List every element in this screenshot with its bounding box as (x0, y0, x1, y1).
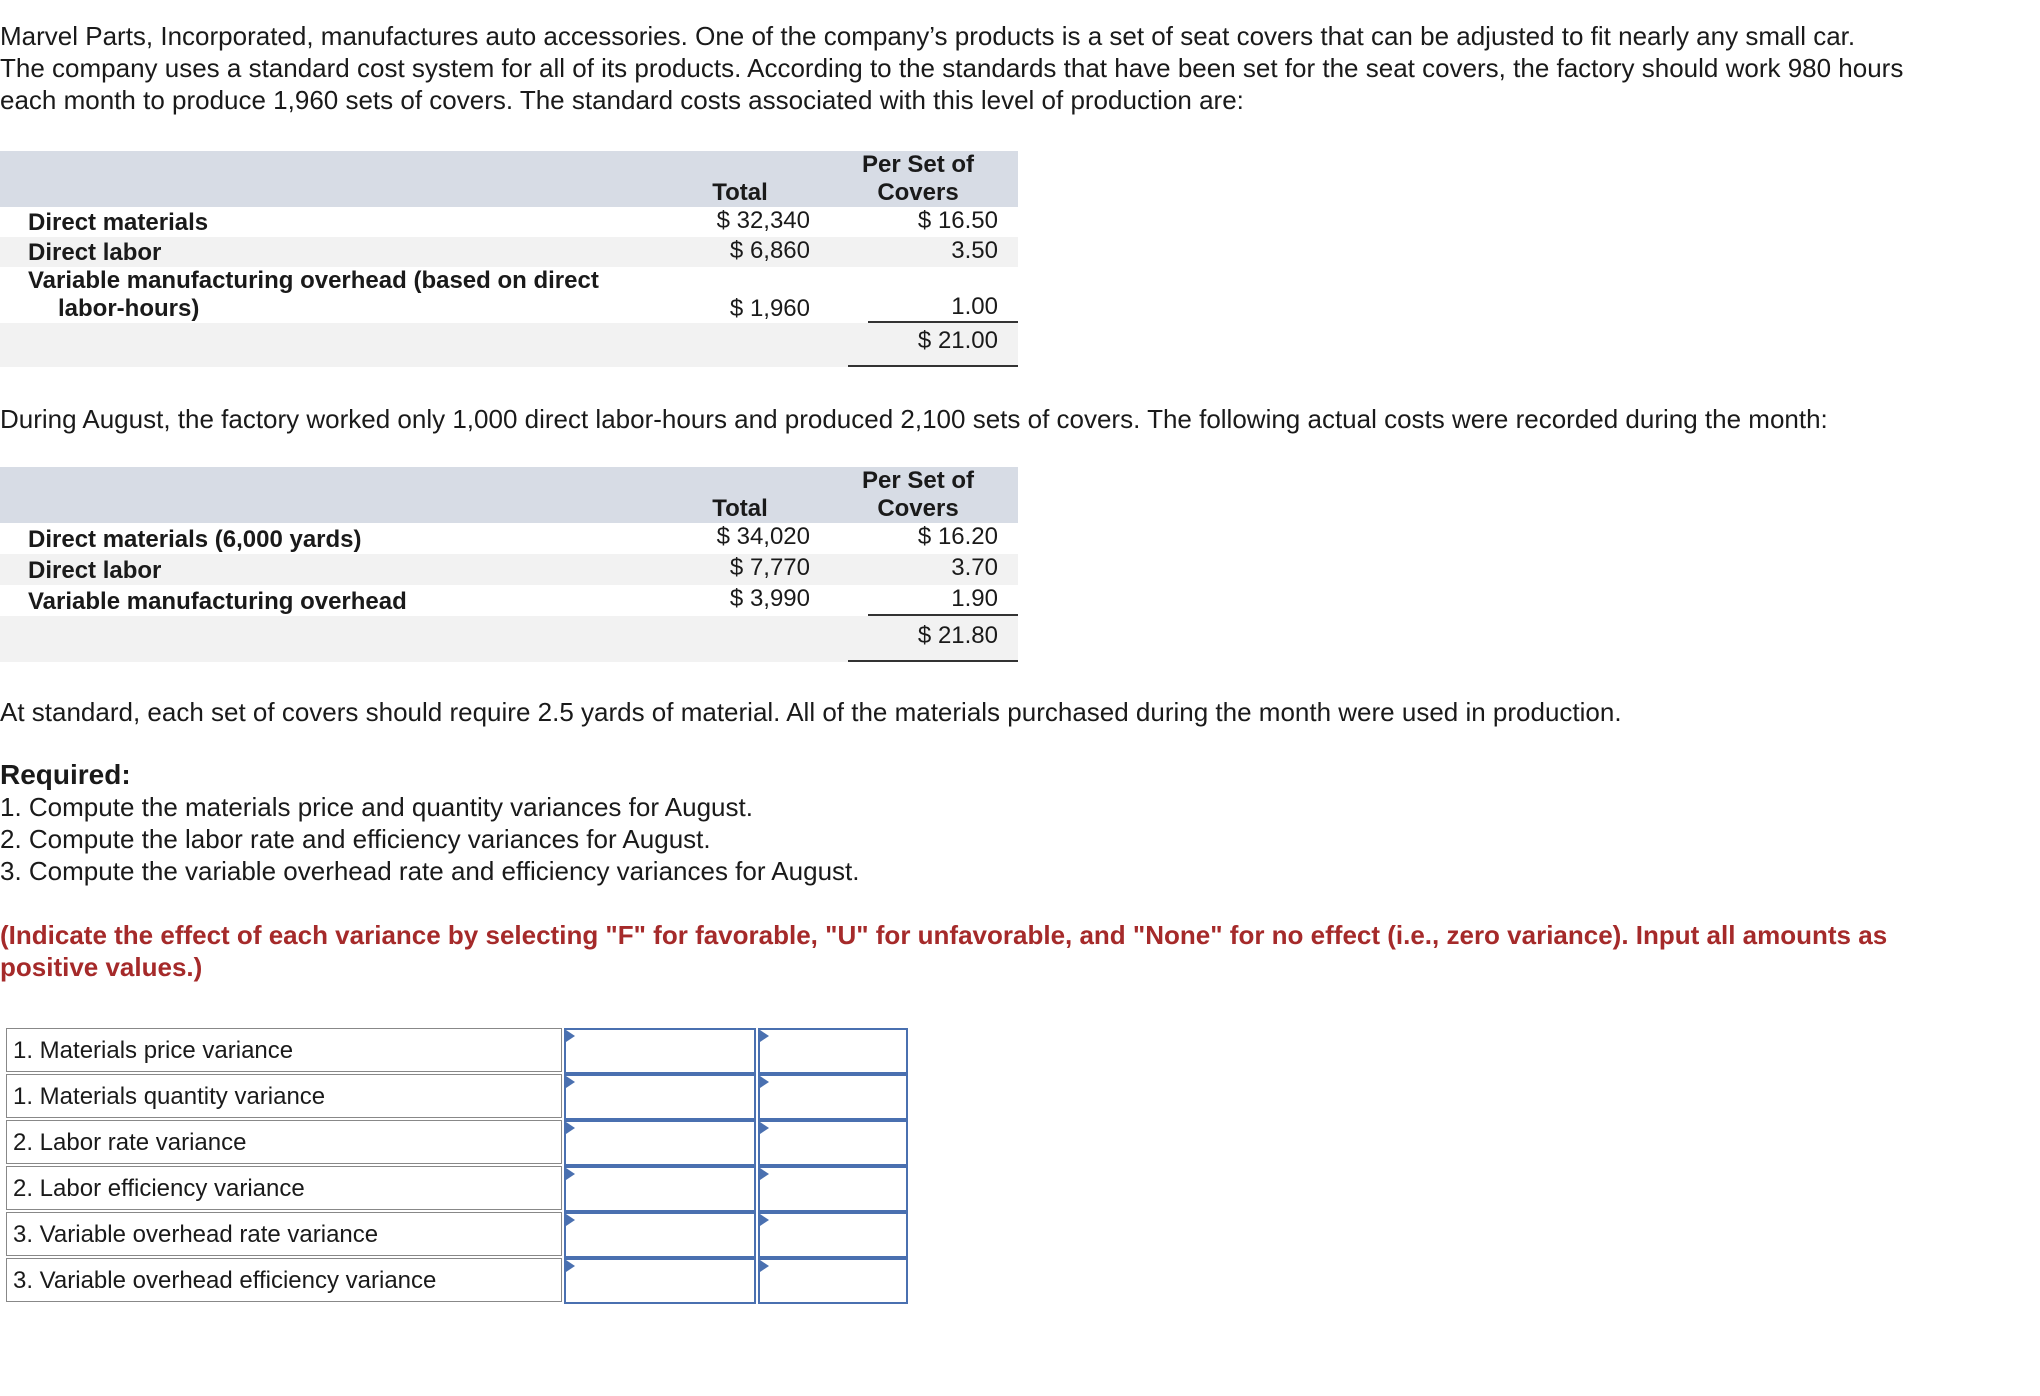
row-per-set: $ 16.20 (917, 523, 998, 550)
variable-overhead-efficiency-variance-effect-select[interactable] (758, 1258, 908, 1304)
row-label: Direct materials (28, 209, 209, 236)
required-title: Required: (0, 759, 131, 790)
variable-overhead-rate-variance-effect-select[interactable] (758, 1212, 908, 1258)
row-total: $ 3,990 (729, 585, 810, 612)
total-underline (848, 365, 1018, 367)
materials-price-variance-amount-input[interactable] (564, 1028, 756, 1074)
row-total: $ 32,340 (716, 207, 810, 234)
labor-rate-variance-amount-input[interactable] (564, 1120, 756, 1166)
instruction-line-1: (Indicate the effect of each variance by selecting "F" for favorable, "U" for unfavorable, and "None" for no effect (i.e., zero variance). Input all amounts as (0, 920, 1888, 950)
answer-row-label: 3. Variable overhead rate variance (6, 1212, 562, 1256)
row-label: Direct materials (6,000 yards) (28, 526, 362, 553)
variable-overhead-efficiency-variance-amount-input[interactable] (564, 1258, 756, 1304)
row-total: $ 7,770 (729, 554, 810, 581)
header-total: Total (712, 495, 768, 522)
intro-line-2: The company uses a standard cost system for all of its products. According to the standards that have been set for the seat covers, the factory should work 980 hours (0, 53, 1904, 83)
table-header-row (0, 151, 1018, 207)
row-total: $ 6,860 (729, 237, 810, 264)
total-underline (848, 660, 1018, 662)
row-per-set: $ 16.50 (917, 207, 998, 234)
labor-rate-variance-effect-select[interactable] (758, 1120, 908, 1166)
row-per-set: 3.70 (951, 554, 998, 581)
header-per-set-line2: Covers (877, 179, 959, 206)
answer-row-label: 2. Labor efficiency variance (6, 1166, 562, 1210)
row-label: Direct labor (28, 557, 162, 584)
materials-quantity-variance-amount-input[interactable] (564, 1074, 756, 1120)
august-text: During August, the factory worked only 1,000 direct labor-hours and produced 2,100 sets of covers. The following actual costs were recorded during the month: (0, 404, 1828, 434)
materials-quantity-variance-effect-select[interactable] (758, 1074, 908, 1120)
grand-total: $ 21.80 (917, 622, 998, 649)
total-row (0, 323, 1018, 367)
actual-cost-table (0, 467, 1018, 662)
required-item-1: 1. Compute the materials price and quantity variances for August. (0, 792, 753, 822)
materials-price-variance-effect-select[interactable] (758, 1028, 908, 1074)
row-label-line1: Variable manufacturing overhead (based on direct (28, 267, 599, 294)
instruction-line-2: positive values.) (0, 952, 203, 982)
table-row (0, 523, 1018, 554)
row-per-set: 1.90 (951, 585, 998, 612)
row-per-set: 1.00 (951, 293, 998, 320)
header-per-set-line2: Covers (877, 495, 959, 522)
row-label: Variable manufacturing overhead (28, 588, 407, 615)
header-total: Total (712, 179, 768, 206)
required-item-2: 2. Compute the labor rate and efficiency variances for August. (0, 824, 711, 854)
answer-row-label: 1. Materials quantity variance (6, 1074, 562, 1118)
table-row (0, 585, 1018, 616)
grand-total: $ 21.00 (917, 327, 998, 354)
answer-row-label: 1. Materials price variance (6, 1028, 562, 1072)
required-item-3: 3. Compute the variable overhead rate and efficiency variances for August. (0, 856, 860, 886)
table-row (0, 207, 1018, 237)
standard-cost-table (0, 151, 1018, 367)
answer-row-label: 3. Variable overhead efficiency variance (6, 1258, 562, 1302)
row-total: $ 34,020 (716, 523, 810, 550)
header-per-set-line1: Per Set of (861, 467, 975, 494)
row-label: Direct labor (28, 239, 162, 266)
total-row (0, 616, 1018, 662)
variable-overhead-rate-variance-amount-input[interactable] (564, 1212, 756, 1258)
intro-line-3: each month to produce 1,960 sets of covers. The standard costs associated with this level of production are: (0, 85, 1244, 115)
table-row (0, 554, 1018, 585)
row-total: $ 1,960 (729, 295, 810, 322)
answer-row-label: 2. Labor rate variance (6, 1120, 562, 1164)
row-per-set: 3.50 (951, 237, 998, 264)
table-row (0, 267, 1018, 323)
intro-line-1: Marvel Parts, Incorporated, manufactures auto accessories. One of the company’s products is a set of seat covers that can be adjusted to fit nearly any small car. (0, 21, 1856, 51)
header-per-set-line1: Per Set of (861, 151, 975, 178)
row-label-line2: labor-hours) (58, 295, 200, 322)
labor-efficiency-variance-amount-input[interactable] (564, 1166, 756, 1212)
table-row (0, 237, 1018, 267)
standard-note: At standard, each set of covers should require 2.5 yards of material. All of the materials purchased during the month were used in production. (0, 697, 1622, 727)
table-header-row (0, 467, 1018, 523)
labor-efficiency-variance-effect-select[interactable] (758, 1166, 908, 1212)
